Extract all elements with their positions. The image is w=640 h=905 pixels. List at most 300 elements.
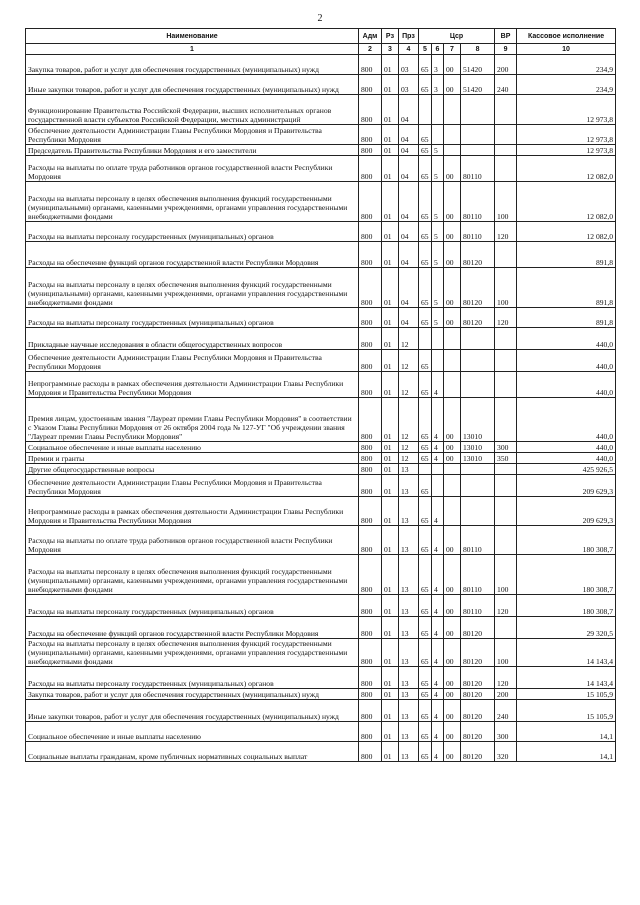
row-prz: 13 xyxy=(399,595,419,617)
row-name: Председатель Правительства Республики Мордовия и его заместители xyxy=(26,145,359,156)
column-number: 1 xyxy=(26,44,359,55)
row-csr-program: 65 xyxy=(419,268,432,308)
row-adm: 800 xyxy=(359,453,382,464)
row-name: Закупка товаров, работ и услуг для обеспечения государственных (муниципальных) нужд xyxy=(26,55,359,75)
row-csr-program: 65 xyxy=(419,689,432,700)
row-csr-direction: 51420 xyxy=(461,75,495,95)
row-adm: 800 xyxy=(359,475,382,497)
row-vr xyxy=(495,145,517,156)
table-row xyxy=(26,156,616,182)
row-csr-subprogram: 4 xyxy=(432,453,444,464)
row-name: Расходы на выплаты по оплате труда работников органов государственной власти Республики Мордовия xyxy=(26,156,359,182)
row-prz: 13 xyxy=(399,639,419,667)
header-vr: ВР xyxy=(495,29,517,44)
row-amount: 14 143,4 xyxy=(517,667,616,689)
row-amount: 180 308,7 xyxy=(517,526,616,555)
row-prz: 13 xyxy=(399,700,419,722)
row-csr-program: 65 xyxy=(419,667,432,689)
row-csr-subprogram: 4 xyxy=(432,526,444,555)
row-prz: 12 xyxy=(399,442,419,453)
row-csr-program: 65 xyxy=(419,125,432,145)
row-csr-subprogram: 5 xyxy=(432,156,444,182)
row-csr-direction: 80110 xyxy=(461,526,495,555)
row-vr xyxy=(495,497,517,526)
row-csr-program: 65 xyxy=(419,453,432,464)
row-rz: 01 xyxy=(382,722,399,742)
row-csr-group: 00 xyxy=(444,526,461,555)
row-csr-program: 65 xyxy=(419,595,432,617)
row-vr: 120 xyxy=(495,308,517,328)
row-csr-direction: 80120 xyxy=(461,242,495,268)
row-csr-direction: 80120 xyxy=(461,689,495,700)
row-csr-group: 00 xyxy=(444,268,461,308)
row-vr xyxy=(495,464,517,475)
row-prz: 04 xyxy=(399,222,419,242)
row-adm: 800 xyxy=(359,689,382,700)
row-amount: 29 320,5 xyxy=(517,617,616,639)
table-row xyxy=(26,700,616,722)
table-row xyxy=(26,475,616,497)
row-csr-subprogram: 4 xyxy=(432,442,444,453)
row-csr-subprogram xyxy=(432,95,444,125)
row-name: Обеспечение деятельности Администрации Главы Республики Мордовия и Правительства Республики Мордовия xyxy=(26,475,359,497)
row-adm: 800 xyxy=(359,156,382,182)
row-csr-group: 00 xyxy=(444,308,461,328)
row-rz: 01 xyxy=(382,617,399,639)
row-rz: 01 xyxy=(382,497,399,526)
table-row xyxy=(26,555,616,595)
row-csr-subprogram: 4 xyxy=(432,372,444,398)
row-csr-group xyxy=(444,497,461,526)
row-prz: 13 xyxy=(399,497,419,526)
row-rz: 01 xyxy=(382,95,399,125)
row-csr-subprogram xyxy=(432,475,444,497)
row-csr-direction: 80110 xyxy=(461,595,495,617)
row-amount: 14 143,4 xyxy=(517,639,616,667)
row-name: Обеспечение деятельности Администрации Главы Республики Мордовия и Правительства Республики Мордовия xyxy=(26,350,359,372)
row-rz: 01 xyxy=(382,442,399,453)
row-prz: 13 xyxy=(399,667,419,689)
row-adm: 800 xyxy=(359,700,382,722)
row-csr-direction xyxy=(461,350,495,372)
table-body xyxy=(26,55,616,762)
row-vr: 240 xyxy=(495,700,517,722)
row-vr: 100 xyxy=(495,182,517,222)
row-rz: 01 xyxy=(382,689,399,700)
row-csr-group xyxy=(444,475,461,497)
row-adm: 800 xyxy=(359,464,382,475)
row-csr-direction: 80120 xyxy=(461,722,495,742)
row-prz: 13 xyxy=(399,464,419,475)
row-csr-group xyxy=(444,95,461,125)
row-amount: 12 082,0 xyxy=(517,222,616,242)
row-csr-program: 65 xyxy=(419,442,432,453)
table-row xyxy=(26,689,616,700)
row-name: Расходы на выплаты персоналу в целях обеспечения выполнения функций государственными (муниципальными) органами, казенными учреждениями, органами управления государственными внебюджетными фондами xyxy=(26,268,359,308)
header-csr: Цср xyxy=(419,29,495,44)
row-csr-subprogram xyxy=(432,328,444,350)
row-csr-subprogram: 4 xyxy=(432,689,444,700)
row-csr-program: 65 xyxy=(419,555,432,595)
row-csr-direction xyxy=(461,475,495,497)
row-rz: 01 xyxy=(382,700,399,722)
row-adm: 800 xyxy=(359,328,382,350)
row-vr: 320 xyxy=(495,742,517,762)
row-csr-program: 65 xyxy=(419,242,432,268)
row-csr-program: 65 xyxy=(419,722,432,742)
row-csr-group: 00 xyxy=(444,453,461,464)
table-row xyxy=(26,398,616,442)
table-row xyxy=(26,442,616,453)
row-name: Обеспечение деятельности Администрации Главы Республики Мордовия и Правительства Республики Мордовия xyxy=(26,125,359,145)
table-row xyxy=(26,268,616,308)
row-amount: 234,9 xyxy=(517,75,616,95)
row-csr-program: 65 xyxy=(419,182,432,222)
header-name: Наименование xyxy=(26,29,359,44)
row-rz: 01 xyxy=(382,308,399,328)
row-csr-group: 00 xyxy=(444,398,461,442)
row-rz: 01 xyxy=(382,398,399,442)
table-row xyxy=(26,497,616,526)
row-csr-direction xyxy=(461,145,495,156)
row-csr-group: 00 xyxy=(444,75,461,95)
row-vr: 120 xyxy=(495,667,517,689)
row-vr xyxy=(495,617,517,639)
row-csr-group: 00 xyxy=(444,639,461,667)
row-name: Другие общегосударственные вопросы xyxy=(26,464,359,475)
row-rz: 01 xyxy=(382,328,399,350)
row-csr-direction: 80120 xyxy=(461,639,495,667)
row-name: Социальное обеспечение и иные выплаты населению xyxy=(26,442,359,453)
row-name: Расходы на обеспечение функций органов государственной власти Республики Мордовия xyxy=(26,242,359,268)
row-amount: 440,0 xyxy=(517,328,616,350)
row-prz: 12 xyxy=(399,350,419,372)
row-adm: 800 xyxy=(359,555,382,595)
row-rz: 01 xyxy=(382,639,399,667)
row-adm: 800 xyxy=(359,742,382,762)
row-csr-subprogram: 4 xyxy=(432,497,444,526)
row-csr-direction: 51420 xyxy=(461,55,495,75)
row-csr-group: 00 xyxy=(444,156,461,182)
row-vr xyxy=(495,475,517,497)
row-name: Расходы на выплаты персоналу в целях обеспечения выполнения функций государственными (муниципальными) органами, казенными учреждениями, органами управления государственными внебюджетными фондами xyxy=(26,182,359,222)
row-amount: 209 629,3 xyxy=(517,475,616,497)
row-rz: 01 xyxy=(382,156,399,182)
row-name: Расходы на обеспечение функций органов государственной власти Республики Мордовия xyxy=(26,617,359,639)
table-row xyxy=(26,222,616,242)
column-number: 2 xyxy=(359,44,382,55)
row-name: Непрограммные расходы в рамках обеспечения деятельности Администрации Главы Республики Мордовия и Правительства Республики Мордовия xyxy=(26,497,359,526)
row-adm: 800 xyxy=(359,95,382,125)
row-prz: 04 xyxy=(399,308,419,328)
row-csr-group xyxy=(444,350,461,372)
row-csr-program: 65 xyxy=(419,742,432,762)
table-row xyxy=(26,145,616,156)
table-row xyxy=(26,75,616,95)
row-csr-subprogram: 4 xyxy=(432,555,444,595)
row-rz: 01 xyxy=(382,372,399,398)
row-csr-subprogram: 5 xyxy=(432,242,444,268)
row-csr-group: 00 xyxy=(444,55,461,75)
row-prz: 04 xyxy=(399,156,419,182)
table-row xyxy=(26,372,616,398)
row-csr-group xyxy=(444,145,461,156)
row-prz: 13 xyxy=(399,555,419,595)
row-vr: 100 xyxy=(495,268,517,308)
row-vr xyxy=(495,328,517,350)
row-amount: 15 105,9 xyxy=(517,689,616,700)
column-number: 9 xyxy=(495,44,517,55)
row-vr xyxy=(495,526,517,555)
row-name: Иные закупки товаров, работ и услуг для обеспечения государственных (муниципальных) нужд xyxy=(26,700,359,722)
row-csr-direction: 13010 xyxy=(461,398,495,442)
row-csr-subprogram: 4 xyxy=(432,639,444,667)
column-number: 7 xyxy=(444,44,461,55)
header-rz: Рз xyxy=(382,29,399,44)
row-csr-direction: 80120 xyxy=(461,617,495,639)
row-vr: 350 xyxy=(495,453,517,464)
row-rz: 01 xyxy=(382,742,399,762)
row-csr-group: 00 xyxy=(444,442,461,453)
row-csr-group: 00 xyxy=(444,595,461,617)
row-prz: 13 xyxy=(399,526,419,555)
row-vr: 200 xyxy=(495,55,517,75)
header-adm: Адм xyxy=(359,29,382,44)
row-prz: 04 xyxy=(399,95,419,125)
row-csr-subprogram: 3 xyxy=(432,75,444,95)
table-row xyxy=(26,182,616,222)
row-amount: 209 629,3 xyxy=(517,497,616,526)
row-csr-group: 00 xyxy=(444,555,461,595)
row-csr-group: 00 xyxy=(444,689,461,700)
row-amount: 440,0 xyxy=(517,442,616,453)
row-vr: 120 xyxy=(495,222,517,242)
row-csr-direction: 80110 xyxy=(461,182,495,222)
row-adm: 800 xyxy=(359,372,382,398)
row-prz: 12 xyxy=(399,398,419,442)
row-csr-subprogram: 5 xyxy=(432,145,444,156)
row-amount: 440,0 xyxy=(517,453,616,464)
row-adm: 800 xyxy=(359,526,382,555)
row-rz: 01 xyxy=(382,350,399,372)
row-name: Социальные выплаты гражданам, кроме публичных нормативных социальных выплат xyxy=(26,742,359,762)
row-csr-group: 00 xyxy=(444,182,461,222)
row-csr-subprogram xyxy=(432,464,444,475)
row-csr-group xyxy=(444,125,461,145)
row-prz: 12 xyxy=(399,453,419,464)
row-csr-group xyxy=(444,464,461,475)
row-vr: 120 xyxy=(495,595,517,617)
row-csr-subprogram: 4 xyxy=(432,595,444,617)
row-csr-program xyxy=(419,464,432,475)
row-name: Расходы на выплаты персоналу государственных (муниципальных) органов xyxy=(26,308,359,328)
row-csr-direction: 80120 xyxy=(461,667,495,689)
row-prz: 04 xyxy=(399,268,419,308)
table-row xyxy=(26,722,616,742)
row-amount: 180 308,7 xyxy=(517,595,616,617)
row-rz: 01 xyxy=(382,268,399,308)
row-adm: 800 xyxy=(359,497,382,526)
row-adm: 800 xyxy=(359,308,382,328)
row-adm: 800 xyxy=(359,182,382,222)
row-adm: 800 xyxy=(359,595,382,617)
row-csr-group: 00 xyxy=(444,667,461,689)
row-amount: 891,8 xyxy=(517,308,616,328)
row-csr-direction xyxy=(461,372,495,398)
row-vr: 300 xyxy=(495,722,517,742)
table-row xyxy=(26,595,616,617)
row-adm: 800 xyxy=(359,617,382,639)
row-amount: 12 973,8 xyxy=(517,145,616,156)
row-csr-direction: 13010 xyxy=(461,442,495,453)
row-name: Расходы на выплаты персоналу в целях обеспечения выполнения функций государственными (муниципальными) органами, казенными учреждениями, органами управления государственными внебюджетными фондами xyxy=(26,555,359,595)
row-csr-subprogram: 4 xyxy=(432,722,444,742)
row-name: Иные закупки товаров, работ и услуг для обеспечения государственных (муниципальных) нужд xyxy=(26,75,359,95)
row-amount: 15 105,9 xyxy=(517,700,616,722)
row-prz: 12 xyxy=(399,328,419,350)
row-csr-subprogram: 4 xyxy=(432,667,444,689)
row-rz: 01 xyxy=(382,75,399,95)
row-prz: 03 xyxy=(399,55,419,75)
row-name: Расходы на выплаты по оплате труда работников органов государственной власти Республики Мордовия xyxy=(26,526,359,555)
row-rz: 01 xyxy=(382,475,399,497)
row-prz: 13 xyxy=(399,742,419,762)
row-adm: 800 xyxy=(359,398,382,442)
row-adm: 800 xyxy=(359,75,382,95)
row-csr-group: 00 xyxy=(444,722,461,742)
row-csr-subprogram: 3 xyxy=(432,55,444,75)
row-csr-group xyxy=(444,372,461,398)
row-csr-direction xyxy=(461,328,495,350)
row-amount: 440,0 xyxy=(517,350,616,372)
table-row xyxy=(26,55,616,75)
row-csr-subprogram: 4 xyxy=(432,742,444,762)
row-amount: 440,0 xyxy=(517,372,616,398)
table-row xyxy=(26,667,616,689)
row-csr-group: 00 xyxy=(444,617,461,639)
row-adm: 800 xyxy=(359,222,382,242)
row-rz: 01 xyxy=(382,182,399,222)
row-vr xyxy=(495,95,517,125)
row-rz: 01 xyxy=(382,242,399,268)
table-row xyxy=(26,742,616,762)
row-csr-program: 65 xyxy=(419,350,432,372)
row-prz: 04 xyxy=(399,145,419,156)
row-vr: 240 xyxy=(495,75,517,95)
row-csr-program: 65 xyxy=(419,475,432,497)
row-csr-group: 00 xyxy=(444,222,461,242)
row-vr xyxy=(495,156,517,182)
column-number-row xyxy=(26,44,616,55)
row-csr-direction xyxy=(461,125,495,145)
row-amount: 440,0 xyxy=(517,398,616,442)
row-csr-direction: 80120 xyxy=(461,308,495,328)
row-adm: 800 xyxy=(359,268,382,308)
row-csr-program xyxy=(419,328,432,350)
row-rz: 01 xyxy=(382,55,399,75)
column-number: 6 xyxy=(432,44,444,55)
column-number: 5 xyxy=(419,44,432,55)
row-name: Расходы на выплаты персоналу в целях обеспечения выполнения функций государственными (муниципальными) органами, казенными учреждениями, органами управления государственными внебюджетными фондами xyxy=(26,639,359,667)
row-vr xyxy=(495,372,517,398)
row-amount: 14,1 xyxy=(517,742,616,762)
row-csr-subprogram: 4 xyxy=(432,700,444,722)
column-number: 10 xyxy=(517,44,616,55)
column-number: 3 xyxy=(382,44,399,55)
row-csr-group xyxy=(444,328,461,350)
row-rz: 01 xyxy=(382,595,399,617)
row-prz: 03 xyxy=(399,75,419,95)
row-csr-direction: 80120 xyxy=(461,742,495,762)
row-csr-program: 65 xyxy=(419,308,432,328)
row-rz: 01 xyxy=(382,125,399,145)
row-amount: 180 308,7 xyxy=(517,555,616,595)
column-number: 4 xyxy=(399,44,419,55)
row-csr-program: 65 xyxy=(419,700,432,722)
row-amount: 891,8 xyxy=(517,242,616,268)
table-row xyxy=(26,453,616,464)
page-number: 2 xyxy=(317,13,323,24)
row-adm: 800 xyxy=(359,125,382,145)
row-csr-direction: 80120 xyxy=(461,700,495,722)
row-amount: 234,9 xyxy=(517,55,616,75)
table-row xyxy=(26,125,616,145)
row-csr-program: 65 xyxy=(419,398,432,442)
row-csr-direction: 80110 xyxy=(461,156,495,182)
row-adm: 800 xyxy=(359,55,382,75)
header-prz: Прз xyxy=(399,29,419,44)
row-csr-direction: 13010 xyxy=(461,453,495,464)
header-cash: Кассовое исполнение xyxy=(517,29,616,44)
row-name: Расходы на выплаты персоналу государственных (муниципальных) органов xyxy=(26,595,359,617)
row-csr-group: 00 xyxy=(444,242,461,268)
row-csr-direction: 80120 xyxy=(461,268,495,308)
row-csr-program: 65 xyxy=(419,617,432,639)
row-csr-direction xyxy=(461,497,495,526)
table-row xyxy=(26,639,616,667)
row-name: Закупка товаров, работ и услуг для обеспечения государственных (муниципальных) нужд xyxy=(26,689,359,700)
row-rz: 01 xyxy=(382,464,399,475)
row-name: Функционирование Правительства Российской Федерации, высших исполнительных органов государственной власти субъектов Российской Федерации, местных администраций xyxy=(26,95,359,125)
row-prz: 04 xyxy=(399,242,419,268)
row-csr-subprogram: 5 xyxy=(432,268,444,308)
row-csr-subprogram: 5 xyxy=(432,222,444,242)
table-row xyxy=(26,526,616,555)
row-amount: 425 926,5 xyxy=(517,464,616,475)
row-name: Премия лицам, удостоенным звания "Лауреат премии Главы Республики Мордовия" в соответствии с Указом Главы Республики Мордовия от 26 октября 2004 года № 127-УГ "Об учреждении звания "Лауреат премии Главы Республики Мордовия" xyxy=(26,398,359,442)
row-csr-program: 65 xyxy=(419,145,432,156)
row-name: Социальное обеспечение и иные выплаты населению xyxy=(26,722,359,742)
row-amount: 12 973,8 xyxy=(517,95,616,125)
row-rz: 01 xyxy=(382,145,399,156)
row-csr-subprogram: 5 xyxy=(432,182,444,222)
row-csr-program: 65 xyxy=(419,156,432,182)
row-csr-subprogram xyxy=(432,125,444,145)
row-rz: 01 xyxy=(382,526,399,555)
row-prz: 13 xyxy=(399,475,419,497)
row-csr-program: 65 xyxy=(419,75,432,95)
row-amount: 12 082,0 xyxy=(517,182,616,222)
row-amount: 891,8 xyxy=(517,268,616,308)
row-adm: 800 xyxy=(359,442,382,453)
row-adm: 800 xyxy=(359,242,382,268)
row-vr: 200 xyxy=(495,689,517,700)
row-vr: 100 xyxy=(495,555,517,595)
row-csr-subprogram: 4 xyxy=(432,617,444,639)
row-name: Непрограммные расходы в рамках обеспечения деятельности Администрации Главы Республики Мордовия и Правительства Республики Мордовия xyxy=(26,372,359,398)
row-name: Премии и гранты xyxy=(26,453,359,464)
row-name: Прикладные научные исследования в области общегосударственных вопросов xyxy=(26,328,359,350)
